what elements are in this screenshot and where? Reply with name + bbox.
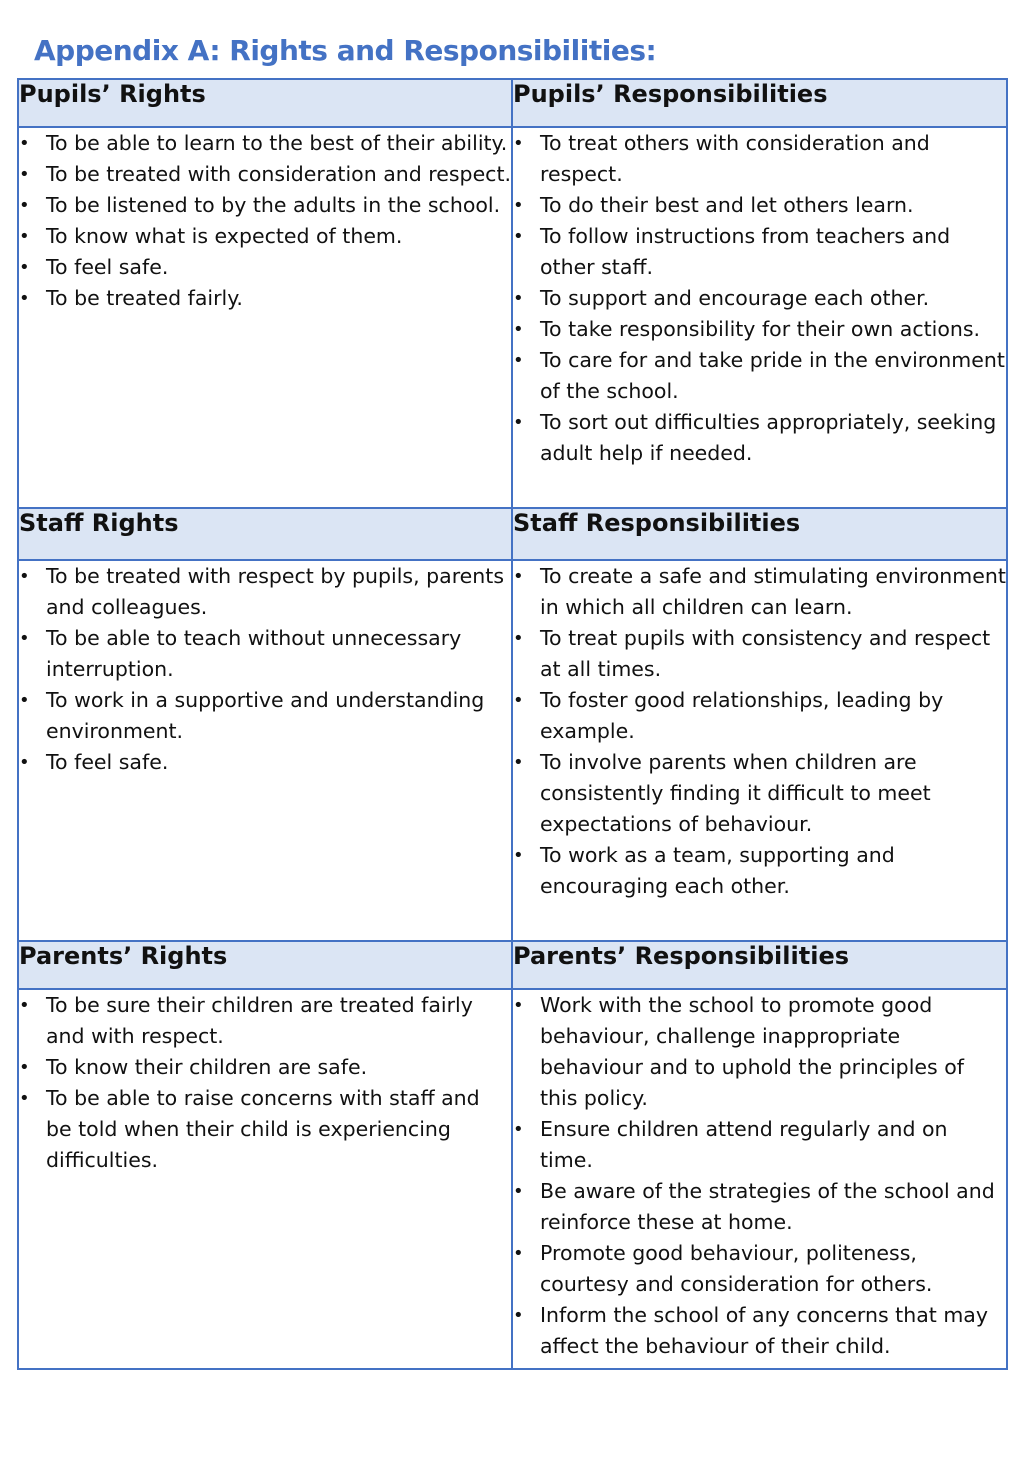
list-item bbox=[513, 345, 1006, 407]
list-item bbox=[19, 561, 511, 623]
list-item bbox=[513, 561, 1006, 623]
bullet-icon: • bbox=[19, 226, 30, 247]
bullet-icon: • bbox=[513, 288, 524, 309]
list-item bbox=[19, 159, 511, 190]
list-item-text: Work with the school to promote good behaviour, challenge inappropriate behaviour and to uphold the principles of this policy. bbox=[540, 993, 964, 1110]
list-item-text: To be treated fairly. bbox=[46, 286, 243, 310]
list-item bbox=[19, 1083, 511, 1176]
parents-responsibilities-heading: Parents’ Responsibilities bbox=[512, 941, 1007, 989]
list-item-text: To foster good relationships, leading by example. bbox=[540, 688, 944, 743]
list-item bbox=[513, 990, 1006, 1114]
list-item-text: Be aware of the strategies of the school and reinforce these at home. bbox=[540, 1179, 995, 1234]
bullet-icon: • bbox=[513, 226, 524, 247]
list-item bbox=[513, 1238, 1006, 1300]
list-item bbox=[513, 314, 1006, 345]
parents-rights-heading: Parents’ Rights bbox=[18, 941, 512, 989]
bullet-icon: • bbox=[19, 164, 30, 185]
pupils-rights-list bbox=[19, 128, 511, 314]
list-item bbox=[19, 252, 511, 283]
bullet-icon: • bbox=[19, 288, 30, 309]
table-row bbox=[18, 989, 1007, 1369]
staff-responsibilities-cell bbox=[512, 560, 1007, 941]
bullet-icon: • bbox=[513, 1243, 524, 1264]
list-item-text: To feel safe. bbox=[46, 255, 169, 279]
staff-rights-heading: Staff Rights bbox=[18, 508, 512, 560]
table-row bbox=[18, 560, 1007, 941]
list-item-text: To be treated with consideration and respect. bbox=[46, 162, 512, 186]
parents-rights-list bbox=[19, 990, 511, 1176]
pupils-responsibilities-list bbox=[513, 128, 1006, 469]
table-header-row bbox=[18, 941, 1007, 989]
table-header-row bbox=[18, 508, 1007, 560]
staff-rights-cell bbox=[18, 560, 512, 941]
list-item-text: To be treated with respect by pupils, parents and colleagues. bbox=[46, 564, 504, 619]
list-item-text: To be able to teach without unnecessary interruption. bbox=[46, 626, 462, 681]
list-item-text: To be able to learn to the best of their ability. bbox=[46, 131, 508, 155]
bullet-icon: • bbox=[19, 628, 30, 649]
list-item-text: To know what is expected of them. bbox=[46, 224, 403, 248]
list-item-text: Promote good behaviour, politeness, courtesy and consideration for others. bbox=[540, 1241, 933, 1296]
list-item bbox=[513, 128, 1006, 190]
list-item bbox=[513, 685, 1006, 747]
list-item bbox=[513, 1176, 1006, 1238]
list-item-text: To involve parents when children are consistently finding it difficult to meet expectations of behaviour. bbox=[540, 750, 931, 836]
list-item-text: Inform the school of any concerns that may affect the behaviour of their child. bbox=[540, 1303, 988, 1358]
list-item-text: To feel safe. bbox=[46, 750, 169, 774]
bullet-icon: • bbox=[513, 566, 524, 587]
bullet-icon: • bbox=[513, 752, 524, 773]
bullet-icon: • bbox=[19, 752, 30, 773]
list-item bbox=[513, 623, 1006, 685]
list-item bbox=[513, 190, 1006, 221]
parents-responsibilities-list bbox=[513, 990, 1006, 1362]
parents-rights-cell bbox=[18, 989, 512, 1369]
bullet-icon: • bbox=[19, 690, 30, 711]
list-item-text: To be listened to by the adults in the school. bbox=[46, 193, 501, 217]
list-item bbox=[513, 1300, 1006, 1362]
table-header-row bbox=[18, 79, 1007, 127]
pupils-rights-heading: Pupils’ Rights bbox=[18, 79, 512, 127]
bullet-icon: • bbox=[19, 257, 30, 278]
bullet-icon: • bbox=[513, 1305, 524, 1326]
bullet-icon: • bbox=[513, 690, 524, 711]
bullet-icon: • bbox=[513, 319, 524, 340]
list-item-text: To know their children are safe. bbox=[46, 1055, 368, 1079]
list-item bbox=[19, 190, 511, 221]
list-item-text: To be able to raise concerns with staff and be told when their child is experiencing difficulties. bbox=[46, 1086, 480, 1172]
rights-responsibilities-table bbox=[17, 78, 1008, 1370]
list-item-text: To create a safe and stimulating environment in which all children can learn. bbox=[540, 564, 1006, 619]
pupils-responsibilities-cell bbox=[512, 127, 1007, 508]
list-item-text: To follow instructions from teachers and other staff. bbox=[540, 224, 951, 279]
bullet-icon: • bbox=[513, 995, 524, 1016]
list-item-text: To sort out difficulties appropriately, seeking adult help if needed. bbox=[540, 410, 997, 465]
list-item-text: To be sure their children are treated fairly and with respect. bbox=[46, 993, 473, 1048]
list-item bbox=[19, 1052, 511, 1083]
list-item bbox=[19, 990, 511, 1052]
bullet-icon: • bbox=[19, 566, 30, 587]
staff-responsibilities-heading: Staff Responsibilities bbox=[512, 508, 1007, 560]
staff-rights-list bbox=[19, 561, 511, 778]
page-title: Appendix A: Rights and Responsibilities: bbox=[34, 34, 657, 67]
list-item bbox=[19, 221, 511, 252]
list-item-text: To treat others with consideration and respect. bbox=[540, 131, 930, 186]
list-item-text: To work as a team, supporting and encouraging each other. bbox=[540, 843, 895, 898]
bullet-icon: • bbox=[513, 195, 524, 216]
bullet-icon: • bbox=[19, 133, 30, 154]
list-item-text: To treat pupils with consistency and respect at all times. bbox=[540, 626, 991, 681]
staff-responsibilities-list bbox=[513, 561, 1006, 902]
list-item bbox=[19, 747, 511, 778]
list-item bbox=[19, 128, 511, 159]
bullet-icon: • bbox=[513, 628, 524, 649]
list-item bbox=[513, 221, 1006, 283]
bullet-icon: • bbox=[19, 1057, 30, 1078]
list-item bbox=[513, 1114, 1006, 1176]
bullet-icon: • bbox=[513, 1181, 524, 1202]
bullet-icon: • bbox=[19, 195, 30, 216]
list-item bbox=[513, 407, 1006, 469]
pupils-rights-cell bbox=[18, 127, 512, 508]
list-item-text: To do their best and let others learn. bbox=[540, 193, 914, 217]
list-item-text: To care for and take pride in the environment of the school. bbox=[540, 348, 1005, 403]
list-item bbox=[19, 685, 511, 747]
bullet-icon: • bbox=[513, 133, 524, 154]
list-item bbox=[513, 747, 1006, 840]
parents-responsibilities-cell bbox=[512, 989, 1007, 1369]
list-item-text: To take responsibility for their own actions. bbox=[540, 317, 981, 341]
bullet-icon: • bbox=[513, 350, 524, 371]
bullet-icon: • bbox=[513, 845, 524, 866]
bullet-icon: • bbox=[513, 1119, 524, 1140]
bullet-icon: • bbox=[513, 412, 524, 433]
list-item-text: To work in a supportive and understanding environment. bbox=[46, 688, 485, 743]
pupils-responsibilities-heading: Pupils’ Responsibilities bbox=[512, 79, 1007, 127]
list-item-text: To support and encourage each other. bbox=[540, 286, 930, 310]
table-row bbox=[18, 127, 1007, 508]
list-item bbox=[19, 283, 511, 314]
list-item bbox=[513, 840, 1006, 902]
list-item bbox=[513, 283, 1006, 314]
bullet-icon: • bbox=[19, 1088, 30, 1109]
bullet-icon: • bbox=[19, 995, 30, 1016]
list-item-text: Ensure children attend regularly and on time. bbox=[540, 1117, 948, 1172]
list-item bbox=[19, 623, 511, 685]
